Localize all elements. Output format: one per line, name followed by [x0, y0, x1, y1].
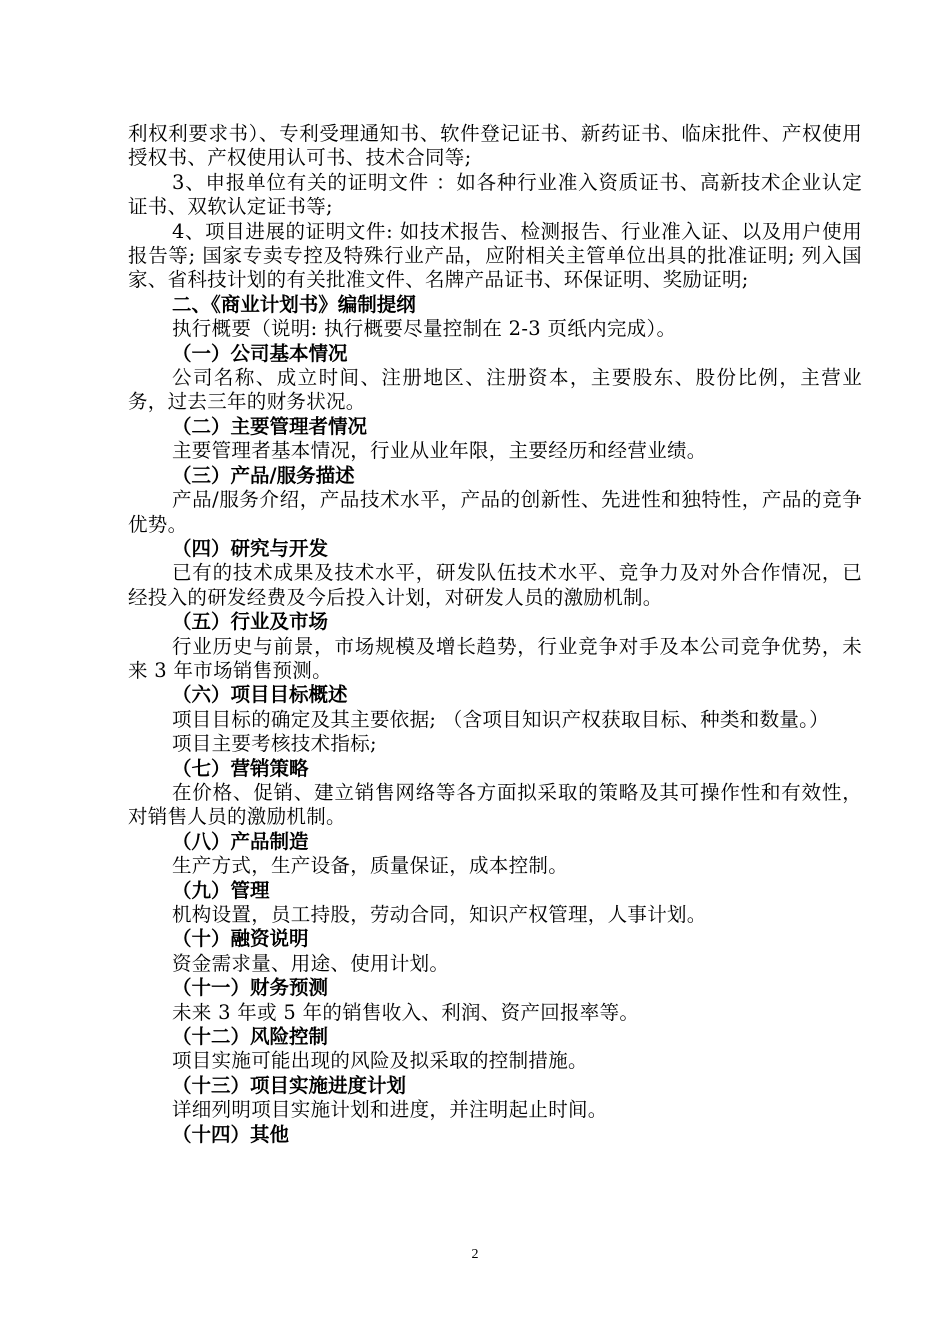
paragraph: 利权利要求书）、专利受理通知书、软件登记证书、新药证书、临床批件、产权使用授权书、产权使用认可书、技术合同等;	[128, 122, 862, 170]
subsection-heading: （十一）财务预测	[172, 976, 329, 1000]
subsection-heading: （一）公司基本情况	[172, 341, 348, 365]
subsection-heading: （三）产品/服务描述	[172, 463, 355, 487]
page-number: 2	[471, 1247, 479, 1262]
subsection-heading: （十二）风险控制	[172, 1025, 329, 1049]
subsection-heading: （十四）其他	[172, 1122, 290, 1146]
paragraph: 4、项目进展的证明文件: 如技术报告、检测报告、行业准入证、以及用户使用报告等; 国家专卖专控及特殊行业产品，应附相关主管单位出具的批准证明; 列入国家、省科技计划的有关批准文件、名牌产品证书、环保证明、奖励证明;	[128, 219, 862, 292]
subsection-heading: （九）管理	[172, 878, 270, 902]
document-body	[128, 122, 862, 1147]
subsection-heading: （六）项目目标概述	[172, 683, 348, 707]
paragraph: 项目目标的确定及其主要依据; （含项目知识产权获取目标、种类和数量。）	[172, 707, 830, 731]
paragraph: 行业历史与前景，市场规模及增长趋势，行业竞争对手及本公司竞争优势，未来 3 年市场销售预测。	[128, 634, 862, 682]
subsection-heading: （四）研究与开发	[172, 536, 329, 560]
paragraph: 详细列明项目实施计划和进度，并注明起止时间。	[172, 1098, 608, 1122]
subsection-heading: （五）行业及市场	[172, 610, 329, 634]
paragraph: 项目主要考核技术指标;	[172, 732, 377, 756]
subsection-heading: （七）营销策略	[172, 756, 309, 780]
paragraph: 机构设置，员工持股，劳动合同，知识产权管理，人事计划。	[172, 903, 707, 926]
paragraph: 在价格、促销、建立销售网络等各方面拟采取的策略及其可操作性和有效性，对销售人员的激励机制。	[128, 780, 862, 829]
section-heading: 二、《商业计划书》编制提纲	[172, 292, 416, 316]
paragraph: 3、申报单位有关的证明文件 ：如各种行业准入资质证书、高新技术企业认定证书、双软认定证书等;	[128, 170, 862, 219]
paragraph: 生产方式，生产设备，质量保证，成本控制。	[172, 854, 569, 878]
paragraph: 公司名称、成立时间、注册地区、注册资本，主要股东、股份比例，主营业务，过去三年的财务状况。	[128, 366, 862, 414]
paragraph: 产品/服务介绍，产品技术水平，产品的创新性、先进性和独特性，产品的竞争优势。	[128, 488, 862, 536]
paragraph: 项目实施可能出现的风险及拟采取的控制措施。	[172, 1049, 588, 1073]
paragraph: 执行概要（说明: 执行概要尽量控制在 2-3 页纸内完成）。	[172, 317, 677, 341]
subsection-heading: （十）融资说明	[172, 927, 309, 951]
paragraph: 主要管理者基本情况，行业从业年限，主要经历和经营业绩。	[172, 439, 707, 463]
paragraph: 未来 3 年或 5 年的销售收入、利润、资产回报率等。	[172, 1000, 640, 1024]
subsection-heading: （八）产品制造	[172, 829, 309, 853]
paragraph: 资金需求量、用途、使用计划。	[172, 951, 450, 975]
paragraph: 已有的技术成果及技术水平，研发队伍技术水平、竞争力及对外合作情况，已经投入的研发经费及今后投入计划，对研发人员的激励机制。	[128, 561, 862, 609]
subsection-heading: （二）主要管理者情况	[172, 414, 368, 438]
subsection-heading: （十三）项目实施进度计划	[172, 1073, 407, 1097]
